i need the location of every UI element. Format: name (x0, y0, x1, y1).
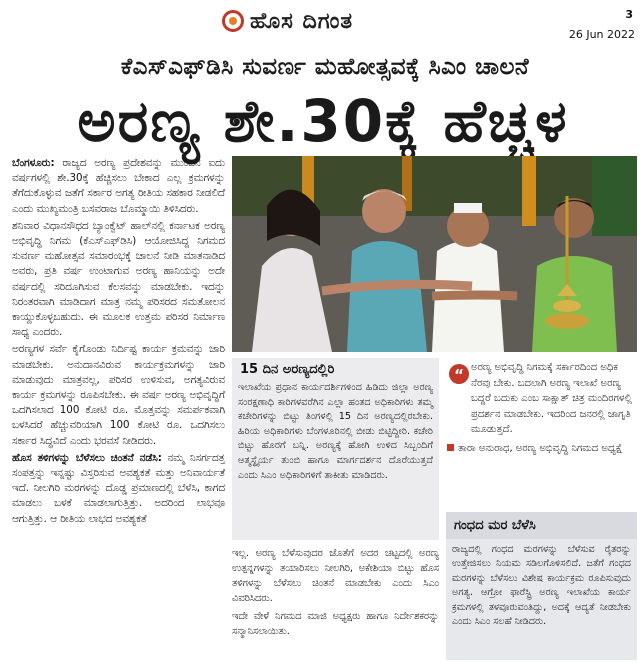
dateline: ಬೆಂಗಳೂರು: (12, 157, 55, 169)
subheading: ಹೊಸ ತಳಿಗಳನ್ನು ಬೆಳೆಸಲು ಚಿಂತನೆ ನಡೆಸಿ: (12, 451, 162, 464)
photo-illustration (232, 156, 637, 352)
box-title: 15 ದಿನ ಅರಣ್ಯದಲ್ಲಿರಿ (240, 362, 335, 377)
article-continuation (232, 546, 439, 660)
quote-text: ಅರಣ್ಯ ಅಭಿವೃದ್ಧಿ ನಿಗಮಕ್ಕೆ ಸರ್ಕಾರದಿಂದ ಅಧಿಕ ನೆರವು ಬೇಕು. ಬದಲಾಗಿ ಅರಣ್ಯ ಇಲಾಖೆ ಅರಣ್ಯ ಬದ್ದರೆ ಬದುಕು ಎಂಬ ಸಾಕ್ಷಾತ್ ಚಿತ್ರ ಮಂದಿರಗಳಲ್ಲಿ ಪ್ರದರ್ಶನ ಮಾಡಬೇಕು. ಇದರಿಂದ ಜನರಲ್ಲಿ ಜಾಗೃತಿ ಮೂಡುತ್ತದೆ. (471, 362, 632, 436)
pull-quote (447, 360, 637, 510)
page-number: 3 (625, 8, 633, 21)
sidebar-box-15-days (232, 358, 439, 540)
sidebar-box-sandalwood (446, 512, 637, 660)
paragraph-5: ಇಲ್ಲ. ಅರಣ್ಯ ಬೆಳೆಸುವುದರ ಜೊತೆಗೆ ಅದರ ಚಟ್ಟದಲ್ಲಿ ಅರಣ್ಯ ಉತ್ಪನ್ನಗಳನ್ನು ತಯಾರಿಸಲು ನೀಲಗಿರಿ, ಅಕೇಶಿಯಾ ಬಿಟ್ಟು ಹೊಸ ತಳಿಗಳನ್ನು ಬೆಳೆಸಲು ಚಿಂತನೆ ಮಾಡಬೇಕು ಎಂದು ಸಿಎಂ ವಿವರಿಸಿದರು. (232, 548, 439, 604)
paragraph-1: ಬೆಂಗಳೂರು: ರಾಜ್ಯದ ಅರಣ್ಯ ಪ್ರದೇಶವನ್ನು ಮುಂದಿನ ಐದು ವರ್ಷಗಳಲ್ಲಿ ಶೇ.30ಕ್ಕೆ ಹೆಚ್ಚಿಸಲು ಬೇಕಾದ ಎಲ್ಲ ಕ್ರಮಗಳನ್ನು ತೆಗೆದುಕೊಳ್ಳುವ ಜತೆಗೆ ಸರ್ಕಾರ ಅಗತ್ಯ ರೀತಿಯ ಸಹಕಾರ ನೀಡಲಿದೆ ಎಂದು ಮುಖ್ಯಮಂತ್ರಿ ಬಸವರಾಜ ಬೊಮ್ಮಾಯಿ ತಿಳಿಸಿದರು. (12, 157, 225, 215)
box-title: ಗಂಧದ ಮರ ಬೆಳೆಸಿ (446, 512, 637, 539)
paragraph-2: ಶನಿವಾರ ವಿಧಾನಸೌಧದ ಬ್ಯಾಂಕ್ವೆಟ್ ಹಾಲ್‌ನಲ್ಲಿ ಕರ್ನಾಟಕ ಅರಣ್ಯ ಅಭಿವೃದ್ಧಿ ನಿಗಮ (ಕೆಎಸ್‌ಎಫ್‌ಡಿಸಿ) ಆಯೋಜಿಸಿದ್ದ ನಿಗಮದ ಸುವರ್ಣ ಮಹೋತ್ಸವ ಸಮಾರಂಭಕ್ಕೆ ಚಾಲನೆ ನೀಡಿ ಮಾತನಾಡಿದ ಅವರು, ಪ್ರತಿ ವರ್ಷ ಉಂಟಾಗುವ ಅರಣ್ಯ ಹಾನಿಯನ್ನು ಅದೇ ವರ್ಷದಲ್ಲಿ ಸರಿದೂಗಿಸುವ ಕೆಲಸವನ್ನು ಮಾಡಬೇಕು. ಇದನ್ನು ನಿರಂತರವಾಗಿ ಮಾಡಿದಾಗ ಮಾತ್ರ ನಮ್ಮ ಪರಿಸರದ ಸಮತೋಲನ ಕಾಯ್ದುಕೊಳ್ಳಬಹುದು. ಈ ಮೂಲಕ ಉತ್ತಮ ಪರಿಸರ ನಿರ್ಮಾಣ ಸಾಧ್ಯ ಎಂದರು. (12, 219, 225, 339)
box-body: ಇಲಾಖೆಯ ಪ್ರಧಾನ ಕಾರ್ಯದರ್ಶಿಗಳಿಂದ ಹಿಡಿದು ಜಿಲ್ಲಾ ಅರಣ್ಯ ಸಂರಕ್ಷಣಾಧಿ ಕಾರಿಗಳವರೆಗಿನ ಎಲ್ಲಾ ಹಂತದ ಅಧಿಕಾರಿಗಳು ತಮ್ಮ ಕಚೇರಿಗಳನ್ನು ಬಿಟ್ಟು ತಿಂಗಳಲ್ಲಿ 15 ದಿನ ಅರಣ್ಯದಲ್ಲಿರಬೇಕು. ಹಿರಿಯ ಅಧಿಕಾರಿಗಳು ಬೆಂಗಳೂರಿನಲ್ಲಿ ಬೀಡು ಬಿಟ್ಟಿದ್ದೀರಿ. ಕಚೇರಿ ಬಿಟ್ಟು ಹೊರಗೆ ಬನ್ನಿ. ಅರಣ್ಯಕ್ಕೆ ಹೋಗಿ ಉಳಿದ ಸಿಬ್ಬಂದಿಗೆ ಆತ್ಮಸ್ಥೈರ್ಯ ತುಂಬಿ ಹಾಗೂ ಮಾರ್ಗದರ್ಶನ ದೊರೆಯುತ್ತದೆ ಎಂದು ಸಿಎಂ ಅಧಿಕಾರಿಗಳಿಗೆ ತಾಕೀತು ಮಾಡಿದರು. (238, 382, 433, 481)
quote-attribution: ತಾರಾ ಅನುರಾಧ, ಅರಣ್ಯ ಅಭಿವೃದ್ಧಿ ನಿಗಮದ ಅಧ್ಯಕ್ಷೆ (447, 441, 637, 457)
issue-date: 26 Jun 2022 (568, 28, 635, 41)
paragraph-4: ಹೊಸ ತಳಿಗಳನ್ನು ಬೆಳೆಸಲು ಚಿಂತನೆ ನಡೆಸಿ: ನಮ್ಮ ನಿಸರ್ಗದತ್ತ ಸಂಪತ್ತನ್ನು ಇನ್ನಷ್ಟು ವಿಸ್ತರಿಸುವ ಅವಶ್ಯಕತೆ ಮತ್ತು ಅನಿವಾರ್ಯತೆ ಇದೆ. ನೀಲಗಿರಿ ಮರಗಳನ್ನು ದೊಡ್ಡ ಪ್ರಮಾಣದಲ್ಲಿ ಬೆಳೆಸಿ, ಕಾಗದ ಮಾಡಲು ಬಳಕೆ ಮಾಡಲಾಗುತ್ತಿತ್ತು. ಅದರಿಂದ ಲಾಭವೂ ಆಗುತ್ತಿತ್ತು. ಆ ರೀತಿಯ ಲಾಭದ ಅವಶ್ಯಕತೆ (12, 451, 225, 525)
paragraph-3: ಅರಣ್ಯಗಳ ಸರ್ವೆ ಕೈಗೊಂಡು ನಿರ್ದಿಷ್ಟ ಕಾರ್ಯ ಕ್ರಮವನ್ನು ಜಾರಿ ಮಾಡಬೇಕು. ಅನುದಾನವಿರುವ ಕಾರ್ಯಕ್ರಮಗಳನ್ನು ಜಾರಿ ಮಾಡುವುದು ಮಾತ್ರವಲ್ಲ, ಪರಿಸರ ಉಳಿಸುವ, ಅಗತ್ಯವಿರುವ ಕಾರ್ಯ ಕ್ರಮಗಳನ್ನು ರೂಪಿಸಬೇಕು. ಈ ವರ್ಷ ಅರಣ್ಯ ಅಭಿವೃದ್ಧಿಗೆ ಒದಗಿಸಲಾದ 100 ಕೋಟಿ ರೂ. ಮೊತ್ತವನ್ನು ಸಮರ್ಪಕವಾಗಿ ಬಳಸಿದರೆ ಹೆಚ್ಚುವರಿಯಾಗಿ 100 ಕೋಟಿ ರೂ. ಒದಗಿಸಲು ಸರ್ಕಾರ ಸಿದ್ಧವಿದೆ ಎಂದು ಭರವಸೆ ನೀಡಿದರು. (12, 343, 225, 447)
paragraph-6: ಇದೇ ವೇಳೆ ನಿಗಮದ ಮಾಜಿ ಅಧ್ಯಕ್ಷರು ಹಾಗೂ ನಿರ್ದೇಶಕರನ್ನು ಸನ್ಮಾನಿಸಲಾಯಿತು. (232, 611, 439, 637)
box-body: ರಾಜ್ಯದಲ್ಲಿ ಗಂಧದ ಮರಗಳನ್ನು ಬೆಳೆಸುವ ರೈತರನ್ನು ಉತ್ತೇಜಿಸಲು ನಿಯಮ ಸಡಿಲಗೊಳಿಸಲಿದೆ. ಜತೆಗೆ ಗಂಧದ ಮರಗಳನ್ನು ಬೆಳೆಸಲು ವಿಶೇಷ ಕಾರ್ಯಕ್ರಮ ರೂಪಿಸುವುದು ಅಗತ್ಯ. ಆಗ್ರೋ ಫಾರೆಸ್ಟ್ರಿ ಅರಣ್ಯ ಇಲಾಖೆಯ ಕಾರ್ಯ ಕ್ರಮಗಳಲ್ಲಿ ತಳವೂರುವಂತಿದ್ದು, ಅದಕ್ಕೆ ಆದ್ಯತೆ ನೀಡಬೇಕು ಎಂದು ಸಿಎಂ ಸಲಹೆ ನೀಡಿದರು. (452, 544, 631, 628)
headline-kicker: ಕೆಎಸ್‌ಎಫ್‌ಡಿಸಿ ಸುವರ್ಣ ಮಹೋತ್ಸವಕ್ಕೆ ಸಿಎಂ ಚಾಲನೆ (120, 54, 530, 80)
bullet-square-icon (447, 444, 454, 451)
masthead (0, 0, 643, 48)
article-column-left (12, 156, 225, 660)
quote-mark-icon: “ (449, 364, 469, 384)
newspaper-logo (222, 4, 353, 38)
sun-emblem-icon (222, 10, 244, 32)
logo-text: ಹೊಸ ದಿಗಂತ (250, 8, 354, 34)
lamp-lighting-photo (232, 156, 637, 352)
headline: ಅರಣ್ಯ ಶೇ.30ಕ್ಕೆ ಹೆಚ್ಚಳ (77, 87, 569, 155)
